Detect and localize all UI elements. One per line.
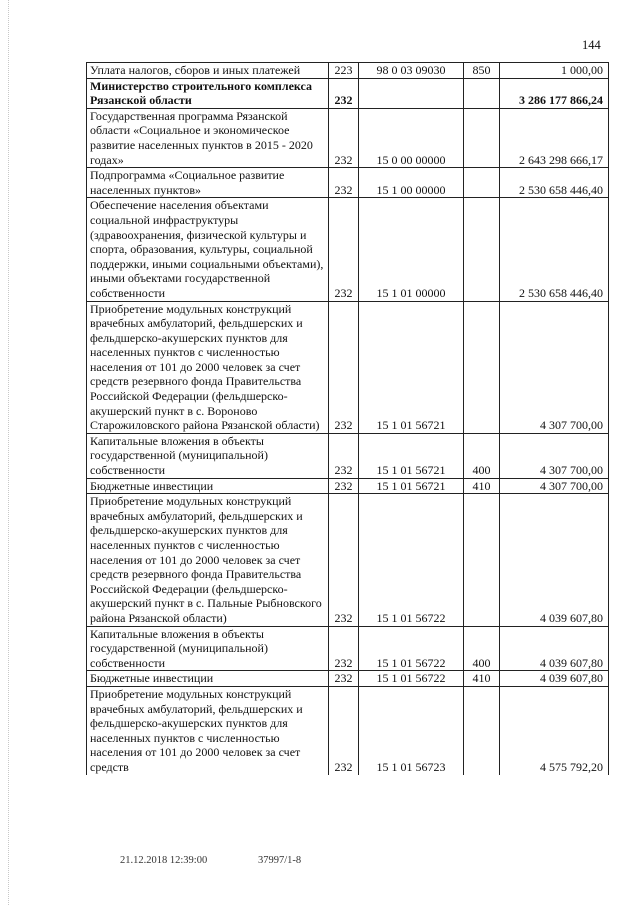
row-target-code: 15 1 00 00000 <box>359 168 464 198</box>
row-expense-type <box>464 686 500 774</box>
table-row <box>87 626 609 671</box>
row-target-code: 15 1 01 56721 <box>359 433 464 478</box>
row-amount: 4 039 607,80 <box>500 494 609 626</box>
scan-margin-line <box>8 0 9 905</box>
row-target-code: 15 1 01 56721 <box>359 301 464 433</box>
row-expense-type: 400 <box>464 433 500 478</box>
budget-table <box>86 62 609 775</box>
row-ministry-code: 232 <box>329 478 359 494</box>
row-expense-type <box>464 108 500 167</box>
row-name: Приобретение модульных конструкций врачебных амбулаторий, фельдшерских и фельдшерско-акушерских пунктов для населенных пунктов с численностью населения от 101 до 2000 человек за счет средств <box>87 686 329 774</box>
row-amount: 4 575 792,20 <box>500 686 609 774</box>
table-row <box>87 63 609 79</box>
row-name: Подпрограмма «Социальное развитие населенных пунктов» <box>87 168 329 198</box>
row-target-code: 98 0 03 09030 <box>359 63 464 79</box>
row-ministry-code: 232 <box>329 686 359 774</box>
row-expense-type: 400 <box>464 626 500 671</box>
footer-timestamp: 21.12.2018 12:39:00 <box>120 855 208 866</box>
row-ministry-code: 232 <box>329 108 359 167</box>
row-amount: 4 307 700,00 <box>500 301 609 433</box>
row-amount: 4 039 607,80 <box>500 671 609 687</box>
table-row <box>87 168 609 198</box>
row-expense-type <box>464 301 500 433</box>
row-amount: 2 530 658 446,40 <box>500 168 609 198</box>
row-ministry-code: 232 <box>329 626 359 671</box>
row-amount: 1 000,00 <box>500 63 609 79</box>
table-row <box>87 198 609 301</box>
row-ministry-code: 232 <box>329 301 359 433</box>
row-name: Обеспечение населения объектами социальной инфраструктуры (здравоохранения, физической культуры и спорта, образования, культуры, социальной поддержки, иными социальными объектами), иными объектами государственной собственности <box>87 198 329 301</box>
row-name: Бюджетные инвестиции <box>87 478 329 494</box>
row-name: Капитальные вложения в объекты государственной (муниципальной) собственности <box>87 433 329 478</box>
table-row <box>87 686 609 774</box>
footer-doc-number: 37997/1-8 <box>258 855 302 866</box>
row-expense-type <box>464 168 500 198</box>
row-expense-type <box>464 494 500 626</box>
row-ministry-code: 223 <box>329 63 359 79</box>
table-row <box>87 494 609 626</box>
row-target-code: 15 1 01 56723 <box>359 686 464 774</box>
row-name: Уплата налогов, сборов и иных платежей <box>87 63 329 79</box>
row-ministry-code: 232 <box>329 78 359 108</box>
row-amount: 4 307 700,00 <box>500 478 609 494</box>
row-expense-type: 410 <box>464 478 500 494</box>
row-expense-type: 850 <box>464 63 500 79</box>
row-name: Капитальные вложения в объекты государственной (муниципальной) собственности <box>87 626 329 671</box>
row-target-code: 15 1 01 56721 <box>359 478 464 494</box>
row-name: Министерство строительного комплекса Рязанской области <box>87 78 329 108</box>
table-row <box>87 301 609 433</box>
row-expense-type: 410 <box>464 671 500 687</box>
row-target-code: 15 1 01 56722 <box>359 671 464 687</box>
row-expense-type <box>464 198 500 301</box>
row-name: Приобретение модульных конструкций врачебных амбулаторий, фельдшерских и фельдшерско-акушерских пунктов для населенных пунктов с численностью населения от 101 до 2000 человек за счет средств резервного фонда Правительства Российской Федерации (фельдшерско-акушерский пункт в с. Пальные Рыбновского района Рязанской области) <box>87 494 329 626</box>
row-ministry-code: 232 <box>329 198 359 301</box>
row-name: Приобретение модульных конструкций врачебных амбулаторий, фельдшерских и фельдшерско-акушерских пунктов для населенных пунктов с численностью населения от 101 до 2000 человек за счет средств резервного фонда Правительства Российской Федерации (фельдшерско-акушерский пункт в с. Вороново Старожиловского района Рязанской области) <box>87 301 329 433</box>
row-ministry-code: 232 <box>329 433 359 478</box>
table-row <box>87 108 609 167</box>
row-ministry-code: 232 <box>329 168 359 198</box>
table-row <box>87 78 609 108</box>
row-amount: 2 530 658 446,40 <box>500 198 609 301</box>
row-expense-type <box>464 78 500 108</box>
budget-table-body <box>87 63 609 775</box>
row-ministry-code: 232 <box>329 494 359 626</box>
page-number: 144 <box>582 38 601 52</box>
table-row <box>87 671 609 687</box>
table-row <box>87 433 609 478</box>
row-amount: 4 039 607,80 <box>500 626 609 671</box>
row-target-code <box>359 78 464 108</box>
row-target-code: 15 0 00 00000 <box>359 108 464 167</box>
row-target-code: 15 1 01 00000 <box>359 198 464 301</box>
row-target-code: 15 1 01 56722 <box>359 626 464 671</box>
row-amount: 4 307 700,00 <box>500 433 609 478</box>
row-name: Бюджетные инвестиции <box>87 671 329 687</box>
row-name: Государственная программа Рязанской области «Социальное и экономическое развитие населенных пунктов в 2015 - 2020 годах» <box>87 108 329 167</box>
row-target-code: 15 1 01 56722 <box>359 494 464 626</box>
row-ministry-code: 232 <box>329 671 359 687</box>
row-amount: 3 286 177 866,24 <box>500 78 609 108</box>
table-row <box>87 478 609 494</box>
row-amount: 2 643 298 666,17 <box>500 108 609 167</box>
